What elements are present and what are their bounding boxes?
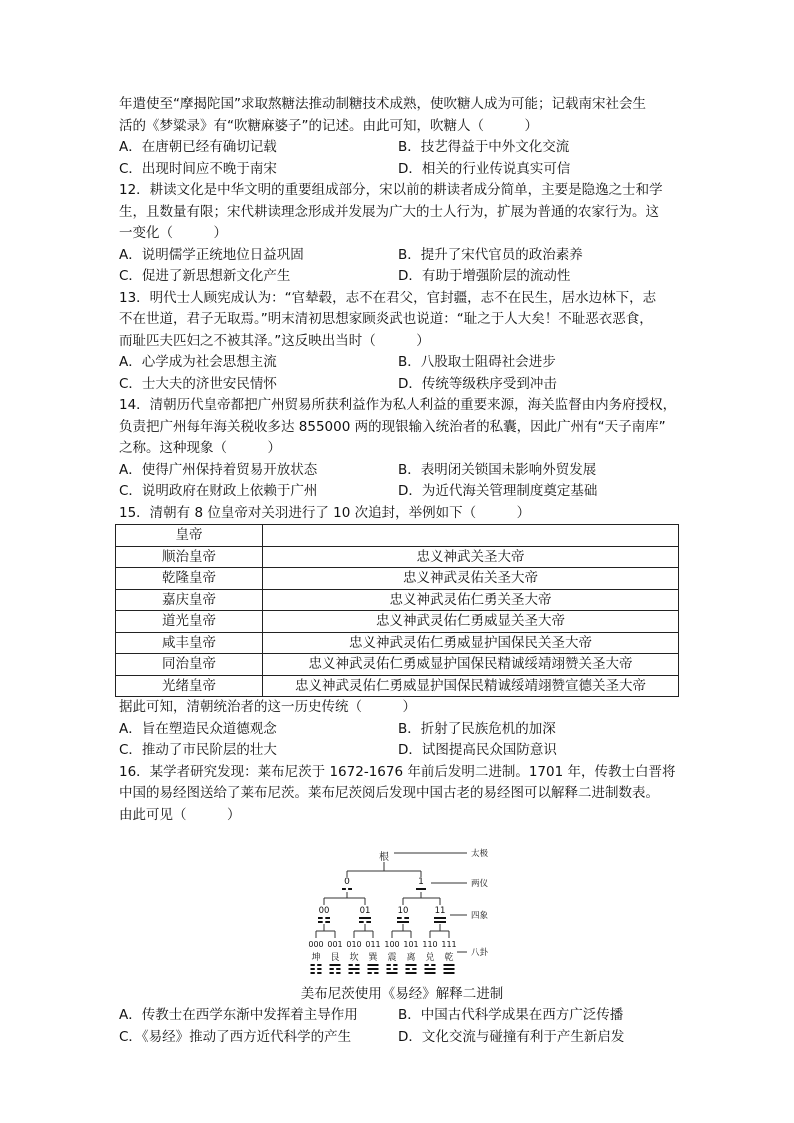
q14-option-b[interactable]: B．表明闭关锁国未影响外贸发展 — [398, 461, 597, 478]
q12-options-row-2 — [119, 266, 685, 288]
trigram-name: 坤 — [311, 953, 321, 963]
q13-options-row-2 — [119, 374, 685, 396]
yin-line-mark — [311, 972, 315, 974]
q14-options-row-2 — [119, 481, 685, 503]
trigram-name: 艮 — [330, 953, 340, 963]
emperor-title-table — [115, 524, 679, 697]
table-row — [116, 568, 679, 590]
yin-line-mark — [349, 964, 353, 966]
side-level-label: 八卦 — [471, 948, 489, 958]
q15-option-d[interactable]: D．试图提高民众国防意识 — [398, 742, 557, 758]
yang-line-mark — [425, 972, 436, 974]
yang-line-mark — [444, 972, 455, 974]
yang-line-mark — [397, 921, 409, 923]
q14-option-a[interactable]: A．使得广州保持着贸易开放状态 — [119, 461, 318, 478]
q12-option-b[interactable]: B．提升了宋代官员的政治素养 — [398, 246, 583, 263]
emperor-name-cell: 乾隆皇帝 — [116, 568, 263, 590]
tree-code-3bit: 101 — [403, 940, 419, 949]
yang-line-mark — [434, 921, 446, 923]
yin-line-mark — [311, 964, 315, 966]
emperor-name-cell: 嘉庆皇帝 — [116, 589, 263, 611]
trigram-name: 离 — [406, 953, 416, 963]
trigram-name: 坎 — [349, 953, 359, 963]
q15-stem: 15．清朝有 8 位皇帝对关羽进行了 10 次追封，举例如下（ ） — [119, 504, 531, 521]
yin-line-mark — [359, 921, 364, 923]
yin-line-mark — [425, 964, 429, 966]
q14-option-d[interactable]: D．为近代海关管理制度奠定基础 — [398, 483, 598, 499]
yin-line-mark — [348, 888, 352, 890]
posthumous-title-cell: 忠义神武关圣大帝 — [263, 546, 679, 568]
tree-code-3bit: 000 — [308, 940, 324, 949]
tree-bigram-code: 0 — [344, 877, 350, 887]
q14-option-c[interactable]: C．说明政府在财政上依赖于广州 — [119, 483, 318, 499]
yin-line-mark — [317, 964, 321, 966]
q13-option-c[interactable]: C．士大夫的济世安民情怀 — [119, 375, 277, 392]
tree-code-3bit: 001 — [327, 940, 343, 949]
q12-options-row-1 — [119, 245, 685, 267]
yang-line-mark — [349, 968, 360, 970]
q13-option-a[interactable]: A．心学成为社会思想主流 — [119, 354, 277, 370]
tree-code-3bit: 110 — [422, 940, 438, 949]
q16-options-row-1 — [119, 1005, 685, 1027]
q15-after: 据此可知，清朝统治者的这一历史传统（ ） — [119, 699, 416, 715]
yin-line-mark — [318, 921, 323, 923]
tree-code-3bit: 010 — [346, 940, 362, 949]
q14-options-row-1 — [119, 460, 685, 482]
yin-line-mark — [342, 888, 346, 890]
emperor-name-cell: 顺治皇帝 — [116, 546, 263, 568]
table-header-row — [116, 525, 679, 547]
q11-option-c[interactable]: C．出现时间应不晚于南宋 — [119, 160, 277, 177]
tree-code-2bit: 01 — [359, 906, 371, 916]
yang-line-mark — [368, 968, 379, 970]
q12-stem-2: 生，且数量有限；宋代耕读理念形成并发展为广大的士人行为，扩展为普通的农家行为。这 — [119, 203, 659, 220]
yijing-tree-svg — [119, 846, 685, 979]
q16-option-b[interactable]: B．中国古代科学成果在西方广泛传播 — [398, 1007, 624, 1023]
trigram-name: 乾 — [444, 953, 454, 963]
yang-line-mark — [434, 917, 446, 919]
q16-option-a[interactable]: A．传教士在西学东渐中发挥着主导作用 — [119, 1007, 358, 1023]
yang-line-mark — [359, 917, 371, 919]
yin-line-mark — [387, 964, 391, 966]
posthumous-title-cell: 忠义神武灵佑关圣大帝 — [263, 568, 679, 590]
tree-code-2bit: 11 — [434, 906, 446, 916]
q13-options-row-1 — [119, 352, 685, 374]
yin-line-mark — [412, 968, 416, 970]
yin-line-mark — [404, 917, 409, 919]
yin-line-mark — [349, 972, 353, 974]
yin-line-mark — [374, 972, 378, 974]
tree-bigram-code: 1 — [418, 877, 424, 887]
yang-line-mark — [330, 964, 341, 966]
emperor-name-cell: 同治皇帝 — [116, 654, 263, 676]
q11-options-row-2 — [119, 159, 685, 181]
q15-option-a[interactable]: A．旨在塑造民众道德观念 — [119, 720, 277, 737]
q15-option-c[interactable]: C．推动了市民阶层的壮大 — [119, 742, 277, 758]
side-level-label: 四象 — [471, 911, 489, 921]
yin-line-mark — [355, 964, 359, 966]
q13-stem-3: 而耻匹夫匹妇之不被其泽。”这反映出当时（ ） — [119, 332, 430, 349]
trigram-name: 兑 — [425, 953, 435, 963]
yin-line-mark — [355, 972, 359, 974]
yin-line-mark — [336, 972, 340, 974]
q16-options-row-2 — [119, 1027, 685, 1049]
q16-stem-3: 由此可见（ ） — [119, 806, 241, 823]
tree-code-3bit: 111 — [441, 940, 457, 949]
q16-option-c[interactable]: C．《易经》推动了西方近代科学的产生 — [119, 1028, 352, 1045]
yang-line-mark — [416, 888, 426, 890]
posthumous-title-cell: 忠义神武灵佑仁勇关圣大帝 — [263, 589, 679, 611]
table-header-emperor: 皇帝 — [116, 525, 263, 547]
diagram-caption: 美布尼茨使用《易经》解释二进制 — [300, 986, 504, 1002]
q12-option-a[interactable]: A．说明儒学正统地位日益巩固 — [119, 246, 304, 263]
q12-option-d[interactable]: D．有助于增强阶层的流动性 — [398, 268, 571, 284]
posthumous-title-cell: 忠义神武灵佑仁勇威显关圣大帝 — [263, 611, 679, 633]
tree-code-2bit: 10 — [397, 906, 409, 916]
yin-line-mark — [330, 972, 334, 974]
q16-option-d[interactable]: D．文化交流与碰撞有利于产生新启发 — [398, 1028, 625, 1045]
tree-code-3bit: 011 — [365, 940, 381, 949]
q15-option-b[interactable]: B．折射了民族危机的加深 — [398, 720, 556, 737]
q12-stem-3: 一变化（ ） — [119, 225, 227, 241]
yin-line-mark — [317, 968, 321, 970]
trigram-name: 巽 — [368, 953, 378, 963]
emperor-name-cell: 光绪皇帝 — [116, 675, 263, 697]
intro-line-1: 年遣使至“摩揭陀国”求取熬糖法推动制糖技术成熟，使吹糖人成为可能；记载南宋社会生 — [119, 96, 646, 112]
yin-line-mark — [431, 964, 435, 966]
emperor-name-cell: 咸丰皇帝 — [116, 632, 263, 654]
q11-option-a[interactable]: A．在唐朝已经有确切记载 — [119, 139, 277, 155]
tree-code-2bit: 00 — [318, 906, 330, 916]
posthumous-title-cell: 忠义神武灵佑仁勇威显护国保民关圣大帝 — [263, 632, 679, 654]
table-row — [116, 589, 679, 611]
table-row — [116, 675, 679, 697]
q11-options-row-1 — [119, 137, 685, 159]
yang-line-mark — [406, 972, 417, 974]
yin-line-mark — [368, 972, 372, 974]
side-level-label: 太极 — [471, 849, 489, 859]
q16-stem-1: 16．某学者研究发现：莱布尼茨于 1672-1676 年前后发明二进制。1701 年，传教士白晋将 — [119, 763, 676, 780]
q14-stem-3: 之称。这种现象（ ） — [119, 440, 281, 456]
posthumous-title-cell: 忠义神武灵佑仁勇威显护国保民精诚绥靖翊赞关圣大帝 — [263, 654, 679, 676]
exam-page — [119, 94, 685, 1048]
yin-line-mark — [366, 921, 371, 923]
yin-line-mark — [393, 964, 397, 966]
q13-stem-1: 13．明代士人顾宪成认为：“官辇毂，志不在君父，官封疆，志不在民生，居水边林下，志 — [119, 289, 657, 306]
table-row — [116, 611, 679, 633]
table-row — [116, 654, 679, 676]
yin-line-mark — [330, 968, 334, 970]
yang-line-mark — [444, 968, 455, 970]
q12-stem-1: 12．耕读文化是中华文明的重要组成部分，宋以前的耕读者成分简单，主要是隐逸之士和学 — [119, 182, 663, 198]
yin-line-mark — [387, 968, 391, 970]
binary-yijing-diagram — [119, 846, 685, 979]
q13-stem-2: 不在世道，君子无取焉。”明末清初思想家顾炎武也说道：“耻之于人大矣！不耻恶衣恶食， — [119, 311, 653, 327]
yang-line-mark — [368, 964, 379, 966]
yang-line-mark — [444, 964, 455, 966]
q16-stem-2: 中国的易经图送给了莱布尼茨。莱布尼茨阅后发现中国古老的易经图可以解释二进制数表。 — [119, 785, 659, 801]
trigram-name: 震 — [387, 953, 397, 963]
q11-option-b[interactable]: B．技艺得益于中外文化交流 — [398, 139, 570, 155]
yin-line-mark — [317, 972, 321, 974]
yang-line-mark — [425, 968, 436, 970]
q14-stem-1: 14．清朝历代皇帝都把广州贸易所获利益作为私人利益的重要来源，海关监督由内务府授权， — [119, 397, 677, 413]
yin-line-mark — [325, 921, 330, 923]
yin-line-mark — [311, 968, 315, 970]
yang-line-mark — [406, 964, 417, 966]
q13-option-d[interactable]: D．传统等级秩序受到冲击 — [398, 375, 557, 392]
yin-line-mark — [406, 968, 410, 970]
yin-line-mark — [336, 968, 340, 970]
yang-line-mark — [387, 972, 398, 974]
side-level-label: 两仪 — [471, 879, 489, 889]
table-row — [116, 632, 679, 654]
q14-stem-2: 负责把广州每年海关税收多达 855000 两的现银输入统治者的私囊，因此广州有“天子南库” — [119, 418, 666, 435]
q15-options-row-1 — [119, 719, 685, 741]
tree-code-3bit: 100 — [384, 940, 400, 949]
q11-option-d[interactable]: D．相关的行业传说真实可信 — [398, 160, 571, 177]
q15-options-row-2 — [119, 740, 685, 762]
yin-line-mark — [325, 917, 330, 919]
yin-line-mark — [397, 917, 402, 919]
posthumous-title-cell: 忠义神武灵佑仁勇威显护国保民精诚绥靖翊赞宣德关圣大帝 — [263, 675, 679, 697]
intro-line-2: 活的《梦粱录》有“吹糖麻婆子”的记述。由此可知，吹糖人（ ） — [119, 117, 538, 134]
tree-root-label: 根 — [379, 852, 389, 863]
table-header-title — [263, 525, 679, 547]
yin-line-mark — [318, 917, 323, 919]
q13-option-b[interactable]: B．八股取士阻碍社会进步 — [398, 354, 556, 370]
yin-line-mark — [393, 968, 397, 970]
table-row — [116, 546, 679, 568]
emperor-name-cell: 道光皇帝 — [116, 611, 263, 633]
q12-option-c[interactable]: C．促进了新思想新文化产生 — [119, 268, 291, 284]
